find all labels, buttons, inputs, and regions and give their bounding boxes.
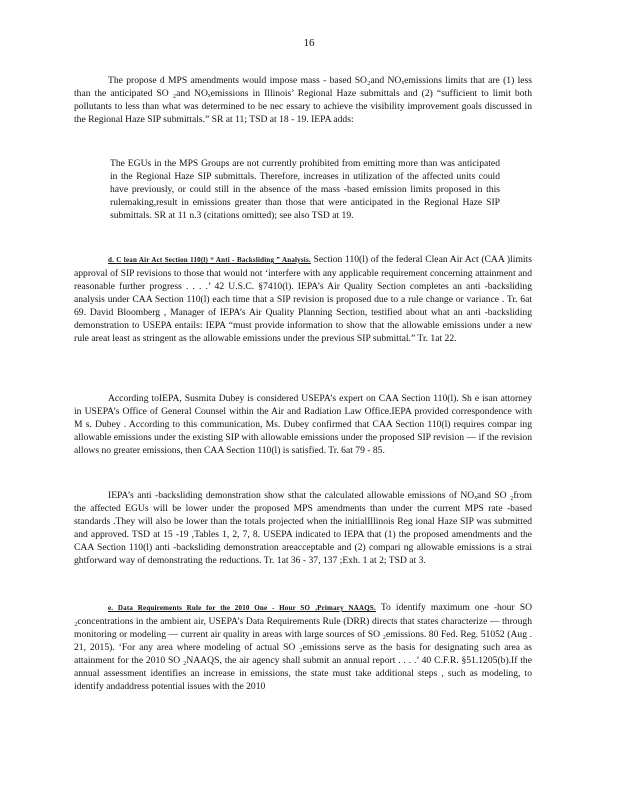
quote-text: The EGUs in the MPS Groups are not currently prohibited from emitting more than was anticipated in the Regional Haze SIP submittals. Therefore, increases in utilization of the affected units could have previously, or could still in the absence of the mass -based emission limits proposed in this rulemaking,result in emissions greater than those that were anticipated in the Regional Haze SIP submittals. SR at 11 n.3 (citations omitted); see also TSD at 19. [110,158,500,221]
section-heading: e. Data Requirements Rule for the 2010 One - Hour SO ₂Primary NAAQS. [108,604,376,612]
paragraph-text: Section 110(l) of the federal Clean Air Act (CAA )limits approval of SIP revisions to those that would not ‘interfere with any applicable requirement concerning attainment and reasonable further progress . . . .’ 42 U.S.C. §7410(l). IEPA’s Air Quality Section completes an anti -backsliding analysis under CAA Section 110(l) each time that a SIP revision is proposed due to a rule change or variance . Tr. 6at 69. David Bloomberg , Manager of IEPA’s Air Quality Planning Section, testified about what an anti -backsliding demonstration to USEPA entails: IEPA “must provide information to show that the allowable emissions under a new rule areat least as stringent as the allowable emissions under the previous SIP submittal.” Tr. 1at 22. [74,254,532,344]
paragraph-mps-amendments [74,74,532,126]
paragraph-anti-backsliding [74,253,532,345]
paragraph-data-requirements [74,601,532,693]
paragraph-text: IEPA’s anti -backsliding demonstration show sthat the calculated allowable emissions of NOₓand SO ₂from the affected EGUs will be lower under the proposed MPS amendments than under the current MPS rate -based standards .They will also be lower than the totals projected when the initialIllinois Reg ional Haze SIP was submitted and approved. TSD at 15 -19 ,Tables 1, 2, 7, 8. USEPA indicated to IEPA that (1) the proposed amendments and the CAA Section 110(l) anti -backsliding demonstration areacceptable and (2) compari ng allowable emissions is a strai ghtforward way of demonstrating the reductions. Tr. 1at 36 - 37, 137 ;Exh. 1 at 2; TSD at 3. [74,490,532,566]
paragraph-text: To identify maximum one -hour SO ₂concentrations in the ambient air, USEPA’s Data Requirements Rule (DRR) directs that states characterize — through monitoring or modeling — current air quality in areas with large sources of SO ₂emissions. 80 Fed. Reg. 51052 (Aug . 21, 2015). ‘For any area where modeling of actual SO ₂emissions serve as the basis for designating such area as attainment for the 2010 SO ₂NAAQS, the air agency shall submit an annual report . . . .’ 40 C.F.R. §51.1205(b).If the annual assessment identifies an increase in emissions, the state must take additional steps , such as modeling, to identify andaddress potential issues with the 2010 [74,602,532,692]
block-quote-iepa [110,157,500,222]
paragraph-demonstration [74,489,532,567]
page-number: 16 [303,37,315,49]
paragraph-text: The propose d MPS amendments would impose mass - based SO₂and NOₓemissions limits that are (1) less than the anticipated SO ₂and NOₓemissions in Illinois’ Regional Haze submittals and (2) “sufficient to limit both pollutants to less than what was determined to be nec essary to achieve the visibility improvement goals discussed in the Regional Haze SIP submittals.” SR at 11; TSD at 18 - 19. IEPA adds: [74,75,532,125]
section-heading: d. C lean Air Act Section 110(l) “ Anti - Backsliding ” Analysis. [108,256,311,264]
paragraph-dubey [74,392,532,457]
paragraph-text: According toIEPA, Susmita Dubey is considered USEPA’s expert on CAA Section 110(l). Sh e isan attorney in USEPA’s Office of General Counsel within the Air and Radiation Law Office.IEPA provided correspondence with M s. Dubey . According to this communication, Ms. Dubey confirmed that CAA Section 110(l) requires compar ing allowable emissions under the existing SIP with allowable emissions under the proposed SIP revision — if the revision allows no greater emissions, then CAA Section 110(l) is satisfied. Tr. 6at 79 - 85. [74,393,532,456]
